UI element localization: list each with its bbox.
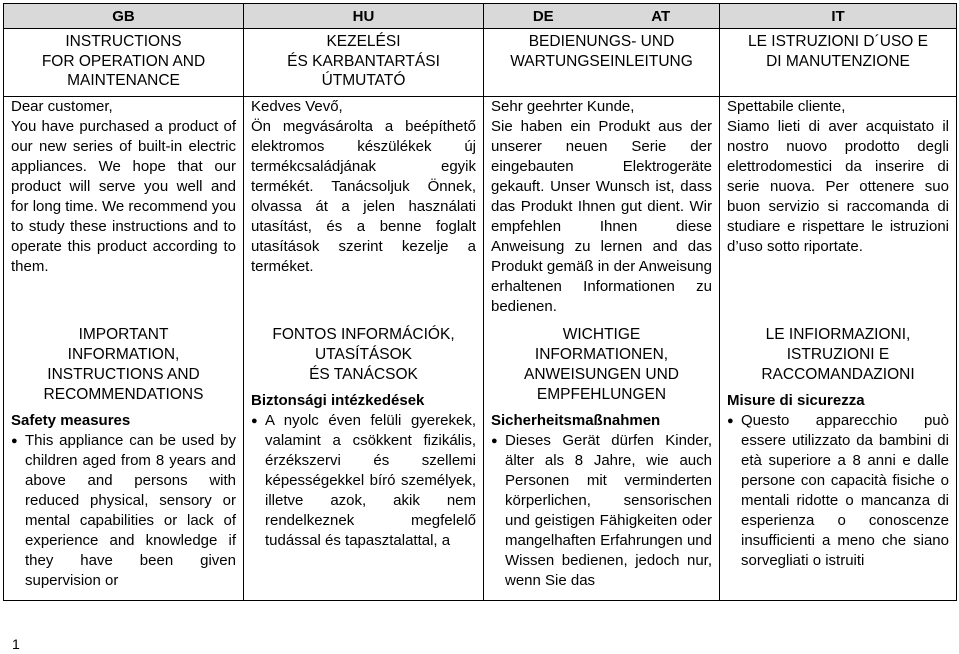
title-it	[720, 29, 957, 97]
language-hu: HU	[244, 4, 484, 29]
bullet-icon: ●	[491, 435, 498, 447]
bullet-text-it: Questo apparecchio può essere utilizzato da bambini di età superiore a 8 anni e dalle persone con capacità fisiche o mentali ridotte o mancanza di esperienza o conoscenze insufficienti a meno che siano sorvegliati o istruiti	[741, 412, 949, 569]
content-row	[4, 97, 957, 601]
sub-heading-it: Misure di sicurezza	[727, 392, 865, 409]
bullet-icon: ●	[251, 415, 258, 427]
bullet-text-de: Dieses Gerät dürfen Kinder, älter als 8 Jahre, wie auch Personen mit verminderten körperlichen, sensorischen und geistigen Fähigkeiten oder mangelhaften Erfahrungen und Wissen bedienen, jedoch nur, wenn Sie das	[505, 432, 712, 589]
title-de	[484, 29, 720, 97]
sub-heading-gb: Safety measures	[11, 412, 131, 429]
language-it: IT	[720, 4, 957, 29]
column-de	[484, 97, 720, 601]
language-at: AT	[651, 7, 671, 25]
section-title-de: WICHTIGE INFORMATIONEN, ANWEISUNGEN UND EMPFEHLUNGEN	[523, 326, 679, 403]
intro-hu: Kedves Vevő, Ön megvásárolta a beépíthető elektromos készülékek új termékcsaládjának egyik termékét. Tanácsoljuk Önnek, olvassa át a jelen használati utasítást, és a benne foglalt utasítások szerint kezelje a terméket.	[251, 98, 476, 275]
title-row	[4, 29, 957, 97]
column-it	[720, 97, 957, 601]
bullet-text-gb: This appliance can be used by children aged from 8 years and above and persons with reduced physical, sensory or mental capabilities or lack of experience and knowledge if they have been given supervision or	[25, 432, 236, 589]
bullet-item-gb	[11, 431, 236, 591]
intro-it: Spettabile cliente, Siamo lieti di aver acquistato il nostro nuovo prodotto degli elettrodomestici da inserire di serie nuova. Per ottenere suo buon servizio si raccomanda di studiare e rispettare le istruzioni d’uso sotto riportate.	[727, 98, 949, 255]
instruction-table	[3, 3, 957, 601]
bullet-item-hu	[251, 411, 476, 551]
page-number: 1	[12, 636, 20, 652]
sub-heading-hu: Biztonsági intézkedések	[251, 392, 425, 409]
language-de-at-cell	[484, 4, 720, 29]
intro-gb: Dear customer, You have purchased a product of our new series of built-in electric appliances. We hope that our product will serve you well and for long time. We recommend you to study these instructions and to operate this product according to them.	[11, 98, 236, 275]
language-gb: GB	[4, 4, 244, 29]
section-title-hu: FONTOS INFORMÁCIÓK, UTASÍTÁSOK ÉS TANÁCSOK	[272, 326, 455, 383]
sub-heading-de: Sicherheitsmaßnahmen	[491, 412, 661, 429]
bullet-icon: ●	[11, 435, 18, 447]
title-hu-text: KEZELÉSI ÉS KARBANTARTÁSI ÚTMUTATÓ	[287, 33, 440, 89]
bullet-text-hu: A nyolc éven felüli gyerekek, valamint a csökkent fizikális, érzékszervi és szellemi képességekkel bíró személyek, illetve azok, akik nem rendelkeznek megfelelő tudással és tapasztalattal, a	[265, 412, 476, 549]
bullet-item-it	[727, 411, 949, 571]
language-header-row	[4, 4, 957, 29]
intro-de: Sehr geehrter Kunde, Sie haben ein Produkt aus der unserer neuen Serie der eingebauten Elektrogeräte gekauft. Unser Wunsch ist, dass das Produkt Ihnen gut dient. Wir empfehlen Ihnen diese Anweisung zu lernen and das Produkt gemäß in der Anweisung erhaltenen Informationen zu bedienen.	[491, 98, 712, 315]
column-hu	[244, 97, 484, 601]
column-gb	[4, 97, 244, 601]
section-title-gb: IMPORTANT INFORMATION, INSTRUCTIONS AND RECOMMENDATIONS	[43, 326, 204, 403]
title-gb-text: INSTRUCTIONS FOR OPERATION AND MAINTENANCE	[41, 33, 206, 89]
title-gb	[4, 29, 244, 97]
section-title-it: LE INFIORMAZIONI, ISTRUZIONI E RACCOMANDAZIONI	[761, 326, 915, 383]
bullet-item-de	[491, 431, 712, 591]
title-de-text: BEDIENUNGS- UND WARTUNGSEINLEITUNG	[510, 33, 693, 70]
title-it-text: LE ISTRUZIONI D´USO E DI MANUTENZIONE	[748, 33, 928, 70]
bullet-icon: ●	[727, 415, 734, 427]
title-hu	[244, 29, 484, 97]
language-de: DE	[532, 7, 554, 25]
